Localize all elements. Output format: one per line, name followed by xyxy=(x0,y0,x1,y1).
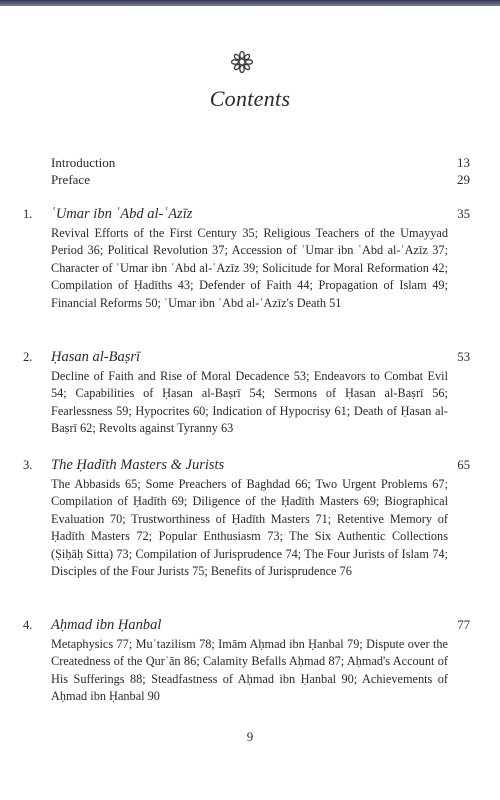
chapter-number: 1. xyxy=(23,207,33,221)
floral-ornament-icon xyxy=(230,50,254,74)
front-matter-list xyxy=(51,154,470,188)
chapter-number: 4. xyxy=(23,618,33,632)
chapter-page: 35 xyxy=(457,207,470,221)
chapter-number: 2. xyxy=(23,350,33,364)
front-matter-label: Preface xyxy=(51,172,90,187)
chapter-entry xyxy=(23,457,470,580)
chapter-title: ʿUmar ibn ʿAbd al-ʿAzīz xyxy=(51,206,193,222)
front-matter-page: 13 xyxy=(457,155,470,170)
chapter-entry xyxy=(23,617,470,706)
chapter-entry xyxy=(23,206,470,312)
chapter-page: 65 xyxy=(457,458,470,472)
front-matter-item xyxy=(51,154,470,171)
chapter-title: Ḥasan al-Baṣrī xyxy=(51,349,141,365)
page-number: 9 xyxy=(246,729,254,744)
chapter-description: Revival Efforts of the First Century 35; Religious Teachers of the Umayyad Period 36; Political Revolution 37; Accession of ʿUmar ibn ʿAbd al-ʿAzīz 37; Character of ʿUmar ibn ʿAbd al-ʿAzīz 39; Solicitude for Moral Reformation 42; Compilation of Ḥadīths 43; Defender of Faith 44; Propagation of Islam 49; Financial Reforms 50; ʿUmar ibn ʿAbd al-ʿAzīz's Death 51 xyxy=(51,226,448,310)
front-matter-label: Introduction xyxy=(51,155,116,170)
chapter-title: The Ḥadīth Masters & Jurists xyxy=(51,457,225,473)
chapter-title: Aḥmad ibn Ḥanbal xyxy=(51,617,162,633)
chapter-description: The Abbasids 65; Some Preachers of Baghdad 66; Two Urgent Problems 67; Compilation of Ḥadīth 69; Diligence of the Ḥadīth Masters 69; Biographical Evaluation 70; Trustworthiness of Ḥadīth Masters 71; Retentive Memory of Ḥadīth Masters 72; Popular Enthusiasm 73; The Six Authentic Collections (Ṣiḥāḥ Sitta) 73; Compilation of Jurisprudence 74; The Four Jurists of Islam 74; Disciples of the Four Jurists 75; Benefits of Jurisprudence 76 xyxy=(51,477,448,579)
chapter-number: 3. xyxy=(23,458,33,472)
chapter-page: 77 xyxy=(457,618,470,632)
page-title: Contents xyxy=(209,86,291,111)
chapter-description: Decline of Faith and Rise of Moral Decadence 53; Endeavors to Combat Evil 54; Capabilities of Ḥasan al-Baṣrī 54; Sermons of Ḥasan al-Baṣrī 56; Fearlessness 59; Hypocrites 60; Indication of Hypocrisy 61; Death of Ḥasan al-Baṣrī 62; Revolts against Tyranny 63 xyxy=(51,369,448,436)
chapter-entry xyxy=(23,349,470,438)
chapter-description: Metaphysics 77; Muʿtazilism 78; Imām Aḥmad ibn Ḥanbal 79; Dispute over the Createdness of the Qurʾān 86; Calamity Befalls Aḥmad 87; Aḥmad's Account of His Sufferings 88; Steadfastness of Aḥmad ibn Ḥanbal 90; Achievements of Aḥmad ibn Ḥanbal 90 xyxy=(51,637,448,704)
chapter-page: 53 xyxy=(457,350,470,364)
front-matter-page: 29 xyxy=(457,172,470,187)
front-matter-item xyxy=(51,171,470,188)
top-border xyxy=(0,0,500,6)
